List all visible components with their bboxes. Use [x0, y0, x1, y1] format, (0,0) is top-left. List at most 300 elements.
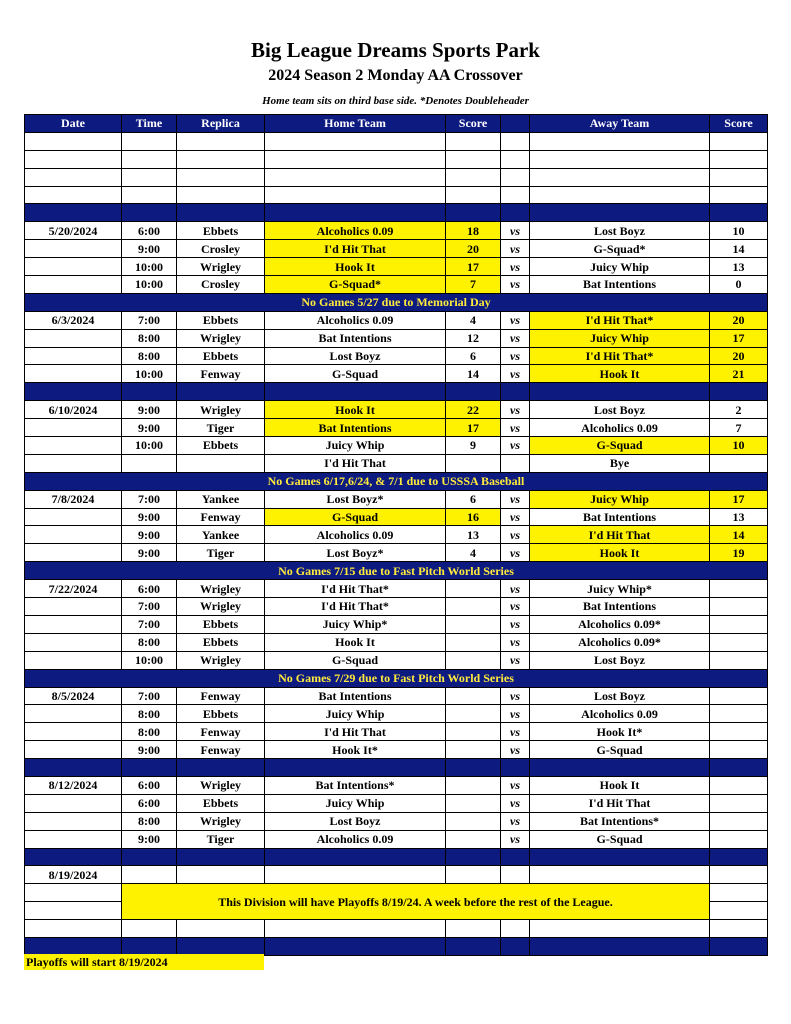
table-row: [25, 598, 768, 616]
table-row: [25, 329, 768, 347]
game-date: [25, 830, 122, 848]
separator-cell: [501, 848, 530, 866]
home-score: [446, 830, 501, 848]
away-score: [710, 598, 768, 616]
home-score: [446, 794, 501, 812]
blank-row: [25, 186, 768, 204]
game-time: 8:00: [122, 723, 177, 741]
vs-label: vs: [501, 580, 530, 598]
game-time: 9:00: [122, 401, 177, 419]
game-date: 8/12/2024: [25, 776, 122, 794]
table-row: [25, 365, 768, 383]
away-score: [710, 776, 768, 794]
away-team: Bat Intentions*: [530, 812, 710, 830]
separator-cell: [530, 383, 710, 401]
game-time: [122, 454, 177, 472]
no-games-note: No Games 6/17,6/24, & 7/1 due to USSSA Baseball: [25, 472, 768, 490]
table-row: [25, 276, 768, 294]
game-time: 8:00: [122, 633, 177, 651]
separator-cell: [530, 204, 710, 222]
table-row: [25, 794, 768, 812]
table-row: [25, 776, 768, 794]
vs-label: vs: [501, 347, 530, 365]
home-team: Hook It: [265, 258, 446, 276]
game-time: 9:00: [122, 240, 177, 258]
empty-cell: [710, 902, 768, 920]
separator-cell: [177, 759, 265, 777]
separator-cell: [122, 848, 177, 866]
empty-cell: [710, 884, 768, 902]
away-score: 0: [710, 276, 768, 294]
game-time: 6:00: [122, 776, 177, 794]
game-replica: Fenway: [177, 723, 265, 741]
empty-cell: [501, 150, 530, 168]
empty-cell: [122, 168, 177, 186]
home-score: [446, 723, 501, 741]
playoff-row: [25, 884, 768, 902]
separator-cell: [501, 383, 530, 401]
empty-cell: [177, 920, 265, 938]
game-date: 6/3/2024: [25, 311, 122, 329]
separator-cell: [501, 204, 530, 222]
away-score: [710, 633, 768, 651]
table-row: [25, 633, 768, 651]
home-score: 14: [446, 365, 501, 383]
game-time: 8:00: [122, 329, 177, 347]
home-team: Hook It: [265, 401, 446, 419]
game-date: [25, 741, 122, 759]
home-team: Lost Boyz: [265, 812, 446, 830]
home-score: [446, 705, 501, 723]
vs-label: vs: [501, 723, 530, 741]
separator-cell: [446, 383, 501, 401]
home-score: [446, 776, 501, 794]
game-time: 6:00: [122, 794, 177, 812]
empty-cell: [177, 132, 265, 150]
game-date: [25, 419, 122, 437]
separator-cell: [501, 759, 530, 777]
empty-cell: [265, 920, 446, 938]
home-team: Alcoholics 0.09: [265, 311, 446, 329]
vs-label: vs: [501, 812, 530, 830]
home-team: I'd Hit That: [265, 454, 446, 472]
away-team: Alcoholics 0.09*: [530, 633, 710, 651]
away-team: Alcoholics 0.09: [530, 705, 710, 723]
home-team: Juicy Whip: [265, 794, 446, 812]
home-team: G-Squad: [265, 508, 446, 526]
home-score: 6: [446, 347, 501, 365]
empty-cell: [265, 150, 446, 168]
blank-row: [25, 132, 768, 150]
away-team: I'd Hit That*: [530, 347, 710, 365]
separator-row: [25, 937, 768, 955]
separator-cell: [265, 383, 446, 401]
game-replica: Ebbets: [177, 347, 265, 365]
empty-cell: [177, 168, 265, 186]
vs-label: [501, 454, 530, 472]
game-time: 7:00: [122, 687, 177, 705]
vs-label: vs: [501, 526, 530, 544]
game-time: 9:00: [122, 419, 177, 437]
table-row: [25, 830, 768, 848]
home-score: [446, 651, 501, 669]
header-row: [25, 115, 768, 133]
game-replica: Tiger: [177, 830, 265, 848]
away-score: [710, 454, 768, 472]
home-team: Lost Boyz: [265, 347, 446, 365]
game-time: 9:00: [122, 508, 177, 526]
empty-cell: [710, 920, 768, 938]
game-date: [25, 633, 122, 651]
table-row: [25, 651, 768, 669]
playoffs-footnote: Playoffs will start 8/19/2024: [24, 954, 264, 970]
separator-cell: [25, 204, 122, 222]
table-row: [25, 615, 768, 633]
game-date: 7/8/2024: [25, 490, 122, 508]
separator-cell: [501, 937, 530, 955]
vs-label: vs: [501, 741, 530, 759]
playoffs-notice: This Division will have Playoffs 8/19/24. A week before the rest of the League.: [122, 884, 710, 920]
game-time: 9:00: [122, 544, 177, 562]
playoff-row: [25, 866, 768, 884]
game-time: 7:00: [122, 490, 177, 508]
away-team: Juicy Whip: [530, 329, 710, 347]
separator-cell: [710, 848, 768, 866]
game-time: 10:00: [122, 437, 177, 455]
game-date: [25, 365, 122, 383]
separator-cell: [265, 937, 446, 955]
vs-label: vs: [501, 794, 530, 812]
col-home-score: Score: [446, 115, 501, 133]
header-note: Home team sits on third base side. *Denotes Doubleheader: [262, 95, 529, 107]
away-score: 13: [710, 508, 768, 526]
game-time: 10:00: [122, 276, 177, 294]
home-team: Juicy Whip: [265, 437, 446, 455]
col-home-team: Home Team: [265, 115, 446, 133]
empty-cell: [710, 132, 768, 150]
col-date: Date: [25, 115, 122, 133]
empty-cell: [446, 186, 501, 204]
game-replica: Crosley: [177, 276, 265, 294]
empty-cell: [530, 186, 710, 204]
game-replica: Yankee: [177, 490, 265, 508]
empty-cell: [177, 186, 265, 204]
game-replica: Fenway: [177, 687, 265, 705]
table-row: [25, 490, 768, 508]
game-replica: Wrigley: [177, 776, 265, 794]
game-date: [25, 812, 122, 830]
game-date: [25, 329, 122, 347]
separator-cell: [446, 759, 501, 777]
away-score: 13: [710, 258, 768, 276]
empty-cell: [501, 866, 530, 884]
separator-cell: [530, 848, 710, 866]
vs-label: vs: [501, 240, 530, 258]
empty-cell: [501, 168, 530, 186]
home-team: I'd Hit That*: [265, 580, 446, 598]
away-score: [710, 812, 768, 830]
empty-cell: [530, 132, 710, 150]
game-replica: Wrigley: [177, 598, 265, 616]
page-title: Big League Dreams Sports Park: [251, 38, 540, 62]
home-team: G-Squad: [265, 365, 446, 383]
game-date: [25, 508, 122, 526]
separator-row: [25, 759, 768, 777]
vs-label: vs: [501, 329, 530, 347]
game-date: [25, 454, 122, 472]
vs-label: vs: [501, 687, 530, 705]
away-team: Bat Intentions: [530, 598, 710, 616]
home-team: Bat Intentions: [265, 329, 446, 347]
table-row: [25, 526, 768, 544]
home-team: Juicy Whip: [265, 705, 446, 723]
home-score: 9: [446, 437, 501, 455]
home-team: I'd Hit That*: [265, 598, 446, 616]
game-date: 8/19/2024: [25, 866, 122, 884]
col-away-score: Score: [710, 115, 768, 133]
away-team: G-Squad: [530, 437, 710, 455]
separator-cell: [446, 848, 501, 866]
no-games-note-row: [25, 562, 768, 580]
home-score: [446, 580, 501, 598]
away-team: I'd Hit That*: [530, 311, 710, 329]
away-score: [710, 615, 768, 633]
game-date: [25, 651, 122, 669]
home-score: 13: [446, 526, 501, 544]
home-score: [446, 598, 501, 616]
away-team: G-Squad*: [530, 240, 710, 258]
game-replica: Wrigley: [177, 401, 265, 419]
separator-row: [25, 848, 768, 866]
away-score: 21: [710, 365, 768, 383]
away-team: I'd Hit That: [530, 526, 710, 544]
away-score: [710, 580, 768, 598]
empty-cell: [530, 866, 710, 884]
table-row: [25, 240, 768, 258]
table-row: [25, 258, 768, 276]
away-team: Alcoholics 0.09*: [530, 615, 710, 633]
away-score: 2: [710, 401, 768, 419]
home-score: [446, 687, 501, 705]
vs-label: vs: [501, 508, 530, 526]
home-team: Alcoholics 0.09: [265, 526, 446, 544]
vs-label: vs: [501, 437, 530, 455]
separator-cell: [177, 383, 265, 401]
separator-cell: [122, 204, 177, 222]
home-score: 4: [446, 544, 501, 562]
vs-label: vs: [501, 615, 530, 633]
game-replica: Wrigley: [177, 812, 265, 830]
game-replica: Ebbets: [177, 311, 265, 329]
no-games-note: No Games 7/29 due to Fast Pitch World Series: [25, 669, 768, 687]
no-games-note-row: [25, 472, 768, 490]
no-games-note: No Games 5/27 due to Memorial Day: [25, 293, 768, 311]
table-row: [25, 741, 768, 759]
away-score: [710, 723, 768, 741]
away-score: 10: [710, 222, 768, 240]
game-time: 10:00: [122, 258, 177, 276]
home-score: [446, 633, 501, 651]
away-score: [710, 705, 768, 723]
away-team: Hook It: [530, 544, 710, 562]
separator-cell: [122, 383, 177, 401]
game-date: [25, 615, 122, 633]
game-date: [25, 347, 122, 365]
home-team: Bat Intentions: [265, 419, 446, 437]
away-team: Lost Boyz: [530, 651, 710, 669]
vs-label: vs: [501, 776, 530, 794]
home-score: 18: [446, 222, 501, 240]
game-replica: Ebbets: [177, 437, 265, 455]
away-score: 7: [710, 419, 768, 437]
game-replica: Ebbets: [177, 633, 265, 651]
away-score: 10: [710, 437, 768, 455]
empty-cell: [122, 186, 177, 204]
table-row: [25, 705, 768, 723]
home-team: Hook It: [265, 633, 446, 651]
away-team: Bat Intentions: [530, 276, 710, 294]
home-score: 22: [446, 401, 501, 419]
home-score: 17: [446, 258, 501, 276]
empty-cell: [501, 920, 530, 938]
page-subtitle: 2024 Season 2 Monday AA Crossover: [268, 67, 523, 84]
table-row: [25, 723, 768, 741]
game-date: [25, 598, 122, 616]
table-row: [25, 401, 768, 419]
home-team: Alcoholics 0.09: [265, 222, 446, 240]
empty-cell: [710, 150, 768, 168]
game-replica: Wrigley: [177, 580, 265, 598]
separator-cell: [710, 759, 768, 777]
no-games-note: No Games 7/15 due to Fast Pitch World Series: [25, 562, 768, 580]
table-row: [25, 222, 768, 240]
game-time: 7:00: [122, 615, 177, 633]
game-date: [25, 437, 122, 455]
game-replica: Crosley: [177, 240, 265, 258]
game-time: 8:00: [122, 347, 177, 365]
table-row: [25, 687, 768, 705]
empty-cell: [265, 132, 446, 150]
home-team: I'd Hit That: [265, 240, 446, 258]
col-away-team: Away Team: [530, 115, 710, 133]
col-time: Time: [122, 115, 177, 133]
game-date: [25, 276, 122, 294]
game-date: 8/5/2024: [25, 687, 122, 705]
separator-cell: [25, 848, 122, 866]
table-row: [25, 311, 768, 329]
home-team: G-Squad*: [265, 276, 446, 294]
home-score: 12: [446, 329, 501, 347]
empty-cell: [446, 132, 501, 150]
empty-cell: [501, 132, 530, 150]
away-score: [710, 651, 768, 669]
game-replica: [177, 454, 265, 472]
empty-cell: [446, 150, 501, 168]
vs-label: vs: [501, 365, 530, 383]
blank-row: [25, 920, 768, 938]
game-date: [25, 526, 122, 544]
game-time: 9:00: [122, 526, 177, 544]
game-replica: Fenway: [177, 741, 265, 759]
away-team: Hook It*: [530, 723, 710, 741]
vs-label: vs: [501, 419, 530, 437]
game-time: 10:00: [122, 365, 177, 383]
away-team: Juicy Whip*: [530, 580, 710, 598]
separator-cell: [446, 937, 501, 955]
separator-cell: [710, 383, 768, 401]
table-row: [25, 347, 768, 365]
game-replica: Yankee: [177, 526, 265, 544]
home-score: 17: [446, 419, 501, 437]
home-team: Lost Boyz*: [265, 544, 446, 562]
away-score: 17: [710, 329, 768, 347]
game-replica: Wrigley: [177, 258, 265, 276]
away-team: Bye: [530, 454, 710, 472]
home-score: 16: [446, 508, 501, 526]
table-row: [25, 419, 768, 437]
blank-row: [25, 168, 768, 186]
empty-cell: [530, 920, 710, 938]
game-replica: Tiger: [177, 544, 265, 562]
table-row: [25, 544, 768, 562]
empty-cell: [446, 866, 501, 884]
game-date: 7/22/2024: [25, 580, 122, 598]
empty-cell: [530, 150, 710, 168]
vs-label: vs: [501, 276, 530, 294]
home-score: 6: [446, 490, 501, 508]
separator-cell: [122, 937, 177, 955]
empty-cell: [446, 920, 501, 938]
game-date: 5/20/2024: [25, 222, 122, 240]
game-date: [25, 258, 122, 276]
game-date: [25, 544, 122, 562]
away-score: 20: [710, 347, 768, 365]
home-score: 4: [446, 311, 501, 329]
away-team: Juicy Whip: [530, 258, 710, 276]
away-team: Bat Intentions: [530, 508, 710, 526]
away-score: [710, 830, 768, 848]
away-score: [710, 794, 768, 812]
game-replica: Ebbets: [177, 615, 265, 633]
separator-cell: [177, 937, 265, 955]
game-date: [25, 794, 122, 812]
away-team: Lost Boyz: [530, 687, 710, 705]
game-replica: Wrigley: [177, 329, 265, 347]
game-replica: Tiger: [177, 419, 265, 437]
game-date: [25, 705, 122, 723]
separator-row: [25, 383, 768, 401]
schedule-table: [24, 114, 768, 956]
away-team: Alcoholics 0.09: [530, 419, 710, 437]
game-date: 6/10/2024: [25, 401, 122, 419]
separator-cell: [265, 759, 446, 777]
game-time: 10:00: [122, 651, 177, 669]
away-team: G-Squad: [530, 741, 710, 759]
empty-cell: [710, 866, 768, 884]
empty-cell: [530, 168, 710, 186]
col-replica: Replica: [177, 115, 265, 133]
game-time: 7:00: [122, 311, 177, 329]
game-date: [25, 240, 122, 258]
empty-cell: [122, 132, 177, 150]
vs-label: vs: [501, 258, 530, 276]
game-time: 8:00: [122, 812, 177, 830]
empty-cell: [501, 186, 530, 204]
empty-cell: [177, 150, 265, 168]
away-team: Hook It: [530, 776, 710, 794]
game-replica: Ebbets: [177, 222, 265, 240]
vs-label: vs: [501, 544, 530, 562]
